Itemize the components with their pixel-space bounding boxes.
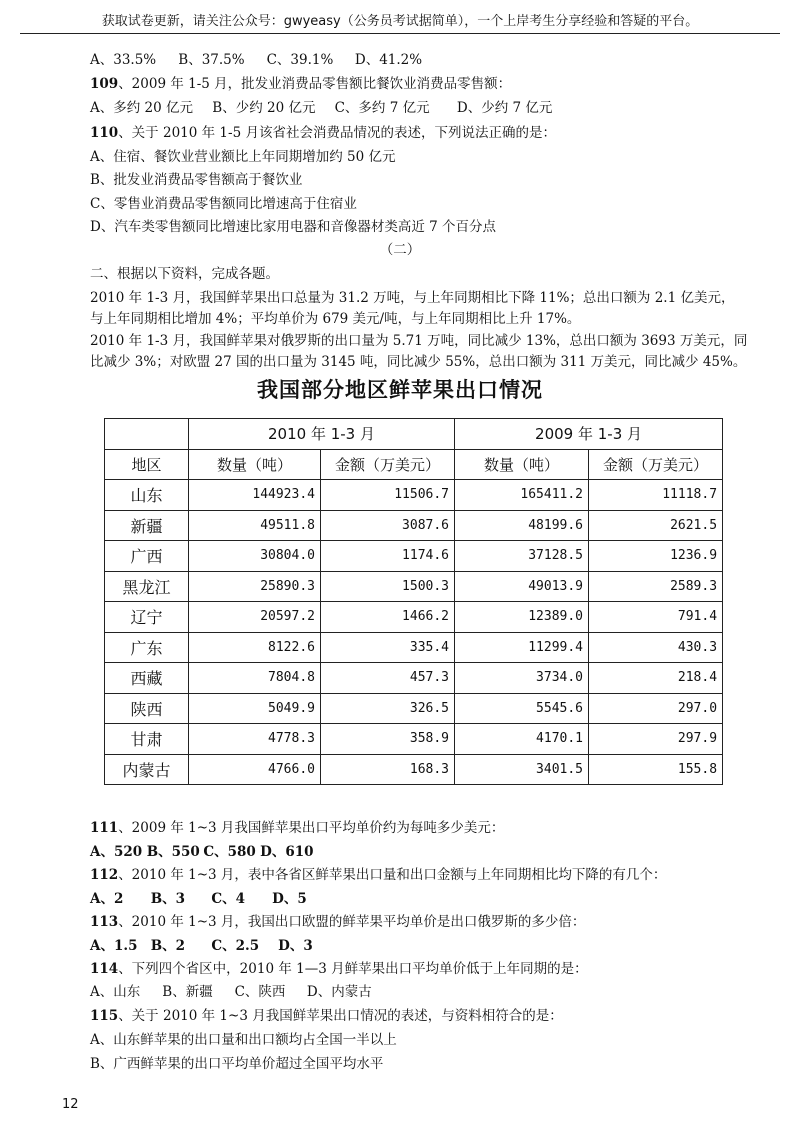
question-text: 、2009 年 1~3 月我国鲜苹果出口平均单价约为每吨多少美元： (118, 820, 505, 836)
column-header-amount-2009: 金额（万美元） (589, 449, 723, 480)
option-b: B、少约 20 亿元 (212, 100, 316, 116)
region-cell: 辽宁 (105, 602, 189, 633)
option-c: C、39.1% (266, 52, 334, 68)
question-number: 109 (90, 76, 119, 92)
quantity-2009-cell: 11299.4 (455, 632, 589, 663)
amount-2009-cell: 155.8 (589, 754, 723, 785)
question-113 (90, 910, 585, 930)
amount-2010-cell: 1500.3 (321, 571, 455, 602)
column-header-quantity-2009: 数量（吨） (455, 449, 589, 480)
table-row (105, 663, 723, 694)
option-a: A、山东鲜苹果的出口量和出口额均占全国一半以上 (90, 1032, 397, 1048)
region-cell: 新疆 (105, 510, 189, 541)
quantity-2009-cell: 49013.9 (455, 571, 589, 602)
question-number: 112 (90, 867, 119, 883)
table-row (105, 724, 723, 755)
question-113-options (90, 934, 313, 954)
table-row (105, 693, 723, 724)
question-109 (90, 72, 511, 92)
quantity-2009-cell: 4170.1 (455, 724, 589, 755)
amount-2010-cell: 1174.6 (321, 541, 455, 572)
question-text: 、关于 2010 年 1~3 月我国鲜苹果出口情况的表述，与资料相符合的是： (118, 1008, 563, 1024)
question-text: 、下列四个省区中，2010 年 1—3 月鲜苹果出口平均单价低于上年同期的是： (118, 961, 588, 977)
option-d: D、汽车类零售额同比增速比家用电器和音像器材类高近 7 个百分点 (90, 219, 496, 235)
amount-2009-cell: 218.4 (589, 663, 723, 694)
option-a: A、1.5 (90, 938, 138, 954)
option-b: B、2 (150, 938, 186, 954)
amount-2009-cell: 430.3 (589, 632, 723, 663)
region-cell: 山东 (105, 480, 189, 511)
quantity-2010-cell: 49511.8 (189, 510, 321, 541)
amount-2010-cell: 358.9 (321, 724, 455, 755)
quantity-2009-cell: 12389.0 (455, 602, 589, 633)
amount-2010-cell: 335.4 (321, 632, 455, 663)
paragraph-1-line-2: 与上年同期相比增加 4%；平均单价为 679 美元/吨，与上年同期相比上升 17%。 (90, 311, 581, 327)
amount-2009-cell: 297.0 (589, 693, 723, 724)
quantity-2009-cell: 165411.2 (455, 480, 589, 511)
amount-2009-cell: 791.4 (589, 602, 723, 633)
quantity-2010-cell: 144923.4 (189, 480, 321, 511)
amount-2010-cell: 457.3 (321, 663, 455, 694)
quantity-2009-cell: 5545.6 (455, 693, 589, 724)
section-label: （二） (379, 242, 421, 258)
paragraph-1-line-1: 2010 年 1-3 月，我国鲜苹果出口总量为 31.2 万吨，与上年同期相比下降 11%；总出口额为 2.1 亿美元， (90, 290, 735, 306)
region-cell: 广西 (105, 541, 189, 572)
column-header-region: 地区 (105, 449, 189, 480)
question-111 (90, 816, 504, 836)
quantity-2009-cell: 3734.0 (455, 663, 589, 694)
amount-2010-cell: 1466.2 (321, 602, 455, 633)
question-number: 115 (90, 1008, 119, 1024)
amount-2009-cell: 2621.5 (589, 510, 723, 541)
page-header: 获取试卷更新，请关注公众号：gwyeasy（公务员考试据简单），一个上岸考生分享经验和答疑的平台。 (101, 14, 699, 29)
quantity-2009-cell: 48199.6 (455, 510, 589, 541)
region-cell: 内蒙古 (105, 754, 189, 785)
table-title: 我国部分地区鲜苹果出口情况 (257, 378, 543, 402)
question-text: 、2009 年 1-5 月，批发业消费品零售额比餐饮业消费品零售额： (118, 76, 512, 92)
question-text: 、关于 2010 年 1-5 月该省社会消费品情况的表述，下列说法正确的是： (118, 125, 556, 141)
quantity-2010-cell: 7804.8 (189, 663, 321, 694)
table-row (105, 510, 723, 541)
quantity-2010-cell: 4778.3 (189, 724, 321, 755)
prev-question-options (90, 48, 422, 68)
option-d: D、内蒙古 (306, 984, 372, 1000)
quantity-2009-cell: 37128.5 (455, 541, 589, 572)
section-instruction: 二、根据以下资料，完成各题。 (90, 266, 279, 282)
quantity-2010-cell: 20597.2 (189, 602, 321, 633)
question-115 (90, 1004, 563, 1024)
table-row (105, 754, 723, 785)
amount-2009-cell: 2589.3 (589, 571, 723, 602)
question-text: 、2010 年 1~3 月，我国出口欧盟的鲜苹果平均单价是出口俄罗斯的多少倍： (118, 914, 586, 930)
amount-2009-cell: 297.9 (589, 724, 723, 755)
option-a: A、2 (90, 891, 124, 907)
quantity-2010-cell: 30804.0 (189, 541, 321, 572)
question-109-options (90, 96, 552, 116)
quantity-2010-cell: 4766.0 (189, 754, 321, 785)
option-a: A、多约 20 亿元 (90, 100, 194, 116)
amount-2010-cell: 3087.6 (321, 510, 455, 541)
option-a: A、山东 (90, 984, 141, 1000)
question-114 (90, 957, 588, 977)
option-d: D、3 (278, 938, 313, 954)
quantity-2010-cell: 5049.9 (189, 693, 321, 724)
quantity-2009-cell: 3401.5 (455, 754, 589, 785)
option-b: B、37.5% (178, 52, 245, 68)
option-a: A、520 (90, 844, 143, 860)
option-b: B、批发业消费品零售额高于餐饮业 (90, 172, 303, 188)
option-b: B、3 (150, 891, 186, 907)
region-cell: 黑龙江 (105, 571, 189, 602)
question-114-options (90, 980, 372, 1000)
question-number: 110 (90, 125, 119, 141)
period-2010-header: 2010 年 1-3 月 (189, 419, 455, 450)
option-c: C、多约 7 亿元 (334, 100, 430, 116)
amount-2010-cell: 168.3 (321, 754, 455, 785)
option-d: D、610 (260, 844, 314, 860)
question-110 (90, 121, 556, 141)
column-header-quantity-2010: 数量（吨） (189, 449, 321, 480)
paragraph-2-line-1: 2010 年 1-3 月，我国鲜苹果对俄罗斯的出口量为 5.71 万吨，同比减少 13%，总出口额为 3693 万美元，同 (90, 333, 748, 349)
option-c: C、580 (203, 844, 256, 860)
table-row (105, 602, 723, 633)
option-d: D、5 (272, 891, 307, 907)
page-number: 12 (62, 1097, 79, 1112)
amount-2009-cell: 1236.9 (589, 541, 723, 572)
table-row (105, 632, 723, 663)
region-cell: 甘肃 (105, 724, 189, 755)
option-b: B、新疆 (162, 984, 213, 1000)
region-cell: 西藏 (105, 663, 189, 694)
amount-2009-cell: 11118.7 (589, 480, 723, 511)
option-c: C、2.5 (211, 938, 260, 954)
option-d: D、少约 7 亿元 (456, 100, 553, 116)
table-row (105, 571, 723, 602)
apple-export-table (104, 418, 723, 785)
option-c: C、零售业消费品零售额同比增速高于住宿业 (90, 196, 357, 212)
column-header-amount-2010: 金额（万美元） (321, 449, 455, 480)
option-b: B、广西鲜苹果的出口平均单价超过全国平均水平 (90, 1056, 384, 1072)
question-number: 114 (90, 961, 119, 977)
period-2009-header: 2009 年 1-3 月 (455, 419, 723, 450)
option-a: A、住宿、餐饮业营业额比上年同期增加约 50 亿元 (90, 149, 396, 165)
quantity-2010-cell: 25890.3 (189, 571, 321, 602)
region-cell: 广东 (105, 632, 189, 663)
question-number: 113 (90, 914, 119, 930)
option-d: D、41.2% (354, 52, 423, 68)
option-c: C、陕西 (234, 984, 286, 1000)
question-111-options (90, 840, 314, 860)
header-divider (20, 33, 780, 34)
question-text: 、2010 年 1~3 月，表中各省区鲜苹果出口量和出口金额与上年同期相比均下降的有几个： (118, 867, 667, 883)
question-number: 111 (90, 820, 119, 836)
option-c: C、4 (211, 891, 246, 907)
amount-2010-cell: 326.5 (321, 693, 455, 724)
region-cell: 陕西 (105, 693, 189, 724)
table-row (105, 541, 723, 572)
table-row (105, 480, 723, 511)
question-112-options (90, 887, 307, 907)
question-112 (90, 863, 666, 883)
option-b: B、550 (146, 844, 200, 860)
table-corner (105, 419, 189, 450)
option-a: A、33.5% (90, 52, 157, 68)
quantity-2010-cell: 8122.6 (189, 632, 321, 663)
paragraph-2-line-2: 比减少 3%；对欧盟 27 国的出口量为 3145 吨，同比减少 55%，总出口额为 311 万美元，同比减少 45%。 (90, 354, 747, 370)
amount-2010-cell: 11506.7 (321, 480, 455, 511)
